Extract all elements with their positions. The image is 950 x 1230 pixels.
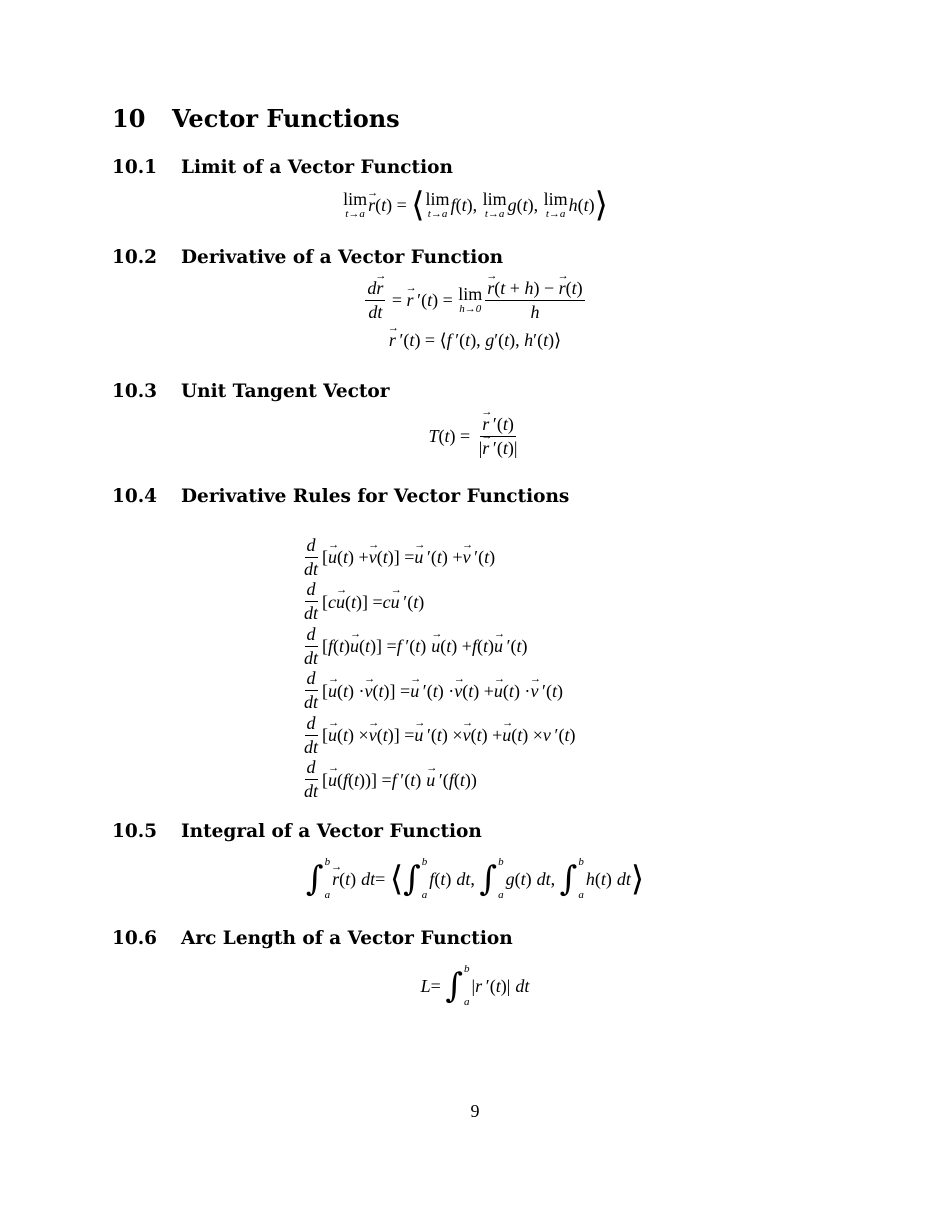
section-heading — [112, 104, 400, 133]
rule-sum: $\frac{d}{dt}$ [ → u ( t ) + → v ( t )] = → u ′( t ) + → v ′( t ) — [300, 535, 575, 580]
subsection-title: Integral of a Vector Function — [181, 821, 482, 842]
subsection-number: 10.1 — [112, 157, 158, 178]
rule-product-scalar-function: $\frac{d}{dt}$ [ f ( t ) → u ( t )] = f ′( t ) → u ( t ) + f ( t ) → u ′( t ) — [300, 624, 575, 669]
page-number: 9 — [470, 1101, 480, 1121]
subsection-number: 10.3 — [112, 381, 158, 402]
subsection-number: 10.6 — [112, 928, 158, 949]
subsection-heading-limit — [112, 157, 453, 178]
subsection-heading-derivative-rules — [112, 486, 569, 507]
subsection-heading-arc-length — [112, 928, 513, 949]
subsection-title: Derivative Rules for Vector Functions — [181, 486, 570, 507]
equation-unit-tangent: T ( t ) = → $\frac{r '(t)}{|\to r '(t)|}$ — [0, 415, 950, 458]
equation-arc-length: L = ∫ b a | r ′( t )| dt — [420, 963, 530, 1008]
subsection-number: 10.2 — [112, 247, 158, 268]
subsection-heading-derivative — [112, 247, 503, 268]
subsection-title: Arc Length of a Vector Function — [181, 928, 513, 949]
subsection-title: Limit of a Vector Function — [181, 157, 453, 178]
rule-chain: $\frac{d}{dt}$ [ → u ( f ( t ))] = f ′( t ) → u ′( f ( t )) — [300, 758, 575, 803]
subsection-heading-unit-tangent — [112, 381, 390, 402]
section-number: 10 — [112, 104, 146, 133]
subsection-title: Derivative of a Vector Function — [181, 247, 504, 268]
equation-integral: ∫ b a → r ( t ) dt = ⟨ ∫ b a f ( t ) dt , ∫ b a g ( t ) dt , ∫ b a h ( t ) dt ⟩ — [0, 857, 950, 901]
equation-derivative-components: → r ′(t) = ⟨f ′(t), g′(t), h′(t)⟩ — [0, 331, 950, 349]
subsection-title: Unit Tangent Vector — [181, 381, 390, 402]
rule-cross-product: $\frac{d}{dt}$ [ → u ( t ) × → v ( t )] = → u ′( t ) × → v ( t ) + → u ( t ) × v ′( t ) — [300, 713, 575, 758]
section-title: Vector Functions — [172, 104, 400, 133]
rule-dot-product: $\frac{d}{dt}$ [ → u ( t ) · → v ( t )] = → u ′( t ) · → v ( t ) + → u ( t ) · → v ′( t ) — [300, 669, 575, 714]
subsection-number: 10.5 — [112, 821, 158, 842]
subsection-number: 10.4 — [112, 486, 158, 507]
equation-derivative-definition: $\frac{d\to r}{dt}$ = → r ′( t ) = lim h→0 → $\frac{r(t + h) - \to r(t)}{h}$ — [0, 279, 950, 322]
subsection-heading-integral — [112, 821, 482, 842]
rule-scalar: $\frac{d}{dt}$ [ c → u ( t )] = c → u ′( t ) — [300, 580, 575, 625]
derivative-rules-list — [300, 535, 575, 802]
equation-limit: lim t→a → r ( t ) = ⟨ lim t→a f ( t ), lim t→a g ( t ), lim t→a h ( t ) ⟩ — [0, 188, 950, 222]
